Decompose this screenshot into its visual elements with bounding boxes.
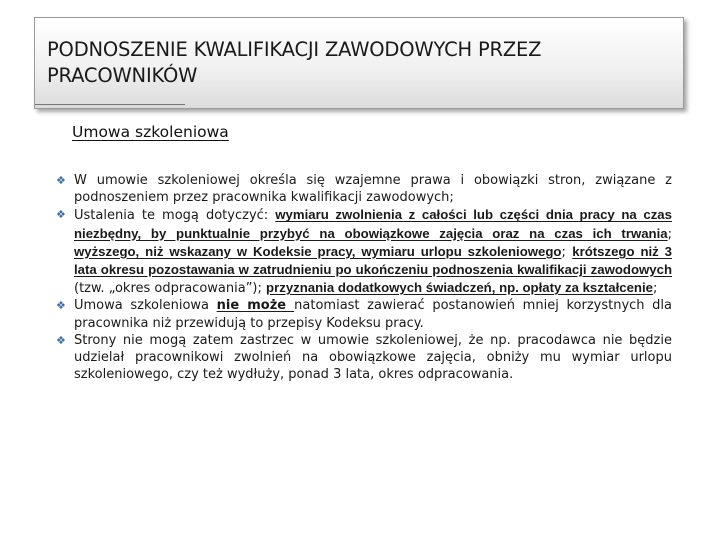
bullet-item xyxy=(52,297,672,331)
bullet-text: ; xyxy=(667,226,672,242)
bullet-list xyxy=(52,172,672,383)
diamond-bullet-icon: ❖ xyxy=(56,208,66,222)
slide-title: PODNOSZENIE KWALIFIKACJI ZAWODOWYCH PRZEZ PRACOWNIKÓW xyxy=(47,38,542,87)
diamond-bullet-icon: ❖ xyxy=(56,333,66,347)
bullet-text: Umowa szkoleniowa xyxy=(74,298,217,314)
diamond-bullet-icon: ❖ xyxy=(56,299,66,313)
diamond-bullet-icon: ❖ xyxy=(56,174,66,187)
bullet-text: ; xyxy=(652,281,658,297)
emphasis-text: krótszego niż 3 lata okresu pozostawania w zatrudnieniu po ukończeniu podnoszenia kwalifikacji zawodowych xyxy=(74,243,673,278)
bullet-item xyxy=(52,172,672,206)
title-divider xyxy=(35,104,185,105)
bullet-text: Ustalenia te mogą dotyczyć: xyxy=(74,208,276,224)
emphasis-text: wymiaru zwolnienia z całości lub części dnia pracy na czas niezbędny, by punktualnie przybyć na obowiązkowe zajęcia oraz na czas ich trwania xyxy=(74,207,672,241)
bullet-text: natomiast zawierać postanowień mniej korzystnych dla pracownika niż przewidują to przepisy Kodeksu pracy. xyxy=(74,298,673,331)
emphasis-text: przyznania dodatkowych świadczeń, np. opłaty za kształcenie xyxy=(266,280,653,296)
emphasis-text: wyższego, niż wskazany w Kodeksie pracy, wymiaru urlopu szkoleniowego xyxy=(74,243,562,259)
slide-subtitle: Umowa szkoleniowa xyxy=(72,123,229,141)
bullet-text: W umowie szkoleniowej określa się wzajemne prawa i obowiązki stron, związane z podnoszeniem przez pracownika kwalifikacji zawodowych; xyxy=(74,173,672,206)
bullet-text: (tzw. „okres odpracowania”); xyxy=(74,281,267,297)
emphasis-text: nie może xyxy=(216,298,295,314)
bullet-item xyxy=(52,206,672,297)
bullet-text: ; xyxy=(561,244,573,260)
bullet-item xyxy=(52,332,672,384)
bullet-text: Strony nie mogą zatem zastrzec w umowie szkoleniowej, że np. pracodawca nie będzie udzielał pracownikowi zwolnień na obowiązkowe zajęcia, obniży mu wymiar urlopu szkoleniowego, czy też wydłuży, ponad 3 lata, okres odpracowania. xyxy=(74,332,672,383)
title-box xyxy=(34,17,684,109)
